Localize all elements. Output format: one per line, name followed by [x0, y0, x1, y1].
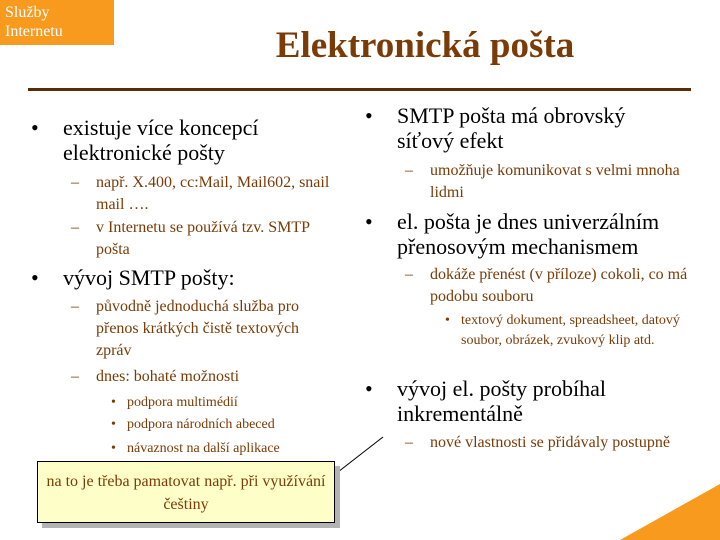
- dash-marker: –: [71, 174, 79, 191]
- dash-marker: –: [405, 434, 413, 451]
- bullet-text: el. pošta je dnes univerzálním přenosovým mechanismem: [397, 209, 660, 259]
- bullet-text: vývoj SMTP pošty:: [63, 265, 235, 290]
- sub-bullet-text: umožňuje komunikovat s velmi mnoha lidmi: [430, 162, 680, 201]
- bullet-marker: •: [365, 376, 373, 401]
- bullet-marker: •: [111, 417, 116, 432]
- sub-bullet-text: v Internetu se používá tzv. SMTP pošta: [96, 219, 310, 258]
- bullet-marker: •: [365, 209, 373, 234]
- sub-sub-bullet-text: návaznost na další aplikace: [127, 441, 280, 456]
- bullet-text: existuje více koncepcí elektronické pošty: [63, 115, 259, 165]
- bullet-text: vývoj el. pošty probíhal inkrementálně: [397, 376, 606, 426]
- sub-bullet-text: dnes: bohaté možnosti: [96, 368, 240, 385]
- sub-bullet-text: nové vlastnosti se přidávaly postupně: [430, 434, 670, 451]
- slide-title: Elektronická pošta: [275, 25, 575, 66]
- callout-note: na to je třeba pamatovat např. při využívání češtiny: [37, 461, 335, 523]
- bullet-marker: •: [31, 115, 39, 140]
- sub-sub-bullet-text: podpora multimédií: [127, 395, 238, 410]
- bullet-marker: •: [365, 103, 373, 128]
- sub-sub-bullet-text: textový dokument, spreadsheet, datový soubor, obrázek, zvukový klip atd.: [461, 313, 680, 348]
- section-tag-line-1: Služby: [5, 4, 50, 21]
- dash-marker: –: [71, 219, 79, 236]
- dash-marker: –: [71, 368, 79, 385]
- bullet-text: SMTP pošta má obrovský síťový efekt: [397, 103, 626, 153]
- dash-marker: –: [71, 298, 79, 315]
- bullet-marker: •: [31, 265, 39, 290]
- section-tag-line-2: Internetu: [5, 23, 63, 40]
- sub-bullet-text: dokáže přenést (v příloze) cokoli, co má podobu souboru: [430, 266, 688, 305]
- bullet-marker: •: [111, 395, 116, 410]
- dash-marker: –: [405, 266, 413, 283]
- bullet-marker: •: [111, 441, 116, 456]
- sub-bullet-text: např. X.400, cc:Mail, Mail602, snail mail ….: [96, 174, 330, 213]
- sub-bullet-text: původně jednoduchá služba pro přenos krátkých čistě textových zpráv: [96, 298, 300, 359]
- bullet-marker: •: [445, 313, 450, 328]
- dash-marker: –: [405, 162, 413, 179]
- sub-sub-bullet-text: podpora národních abeced: [127, 417, 275, 432]
- corner-decoration: [620, 484, 720, 540]
